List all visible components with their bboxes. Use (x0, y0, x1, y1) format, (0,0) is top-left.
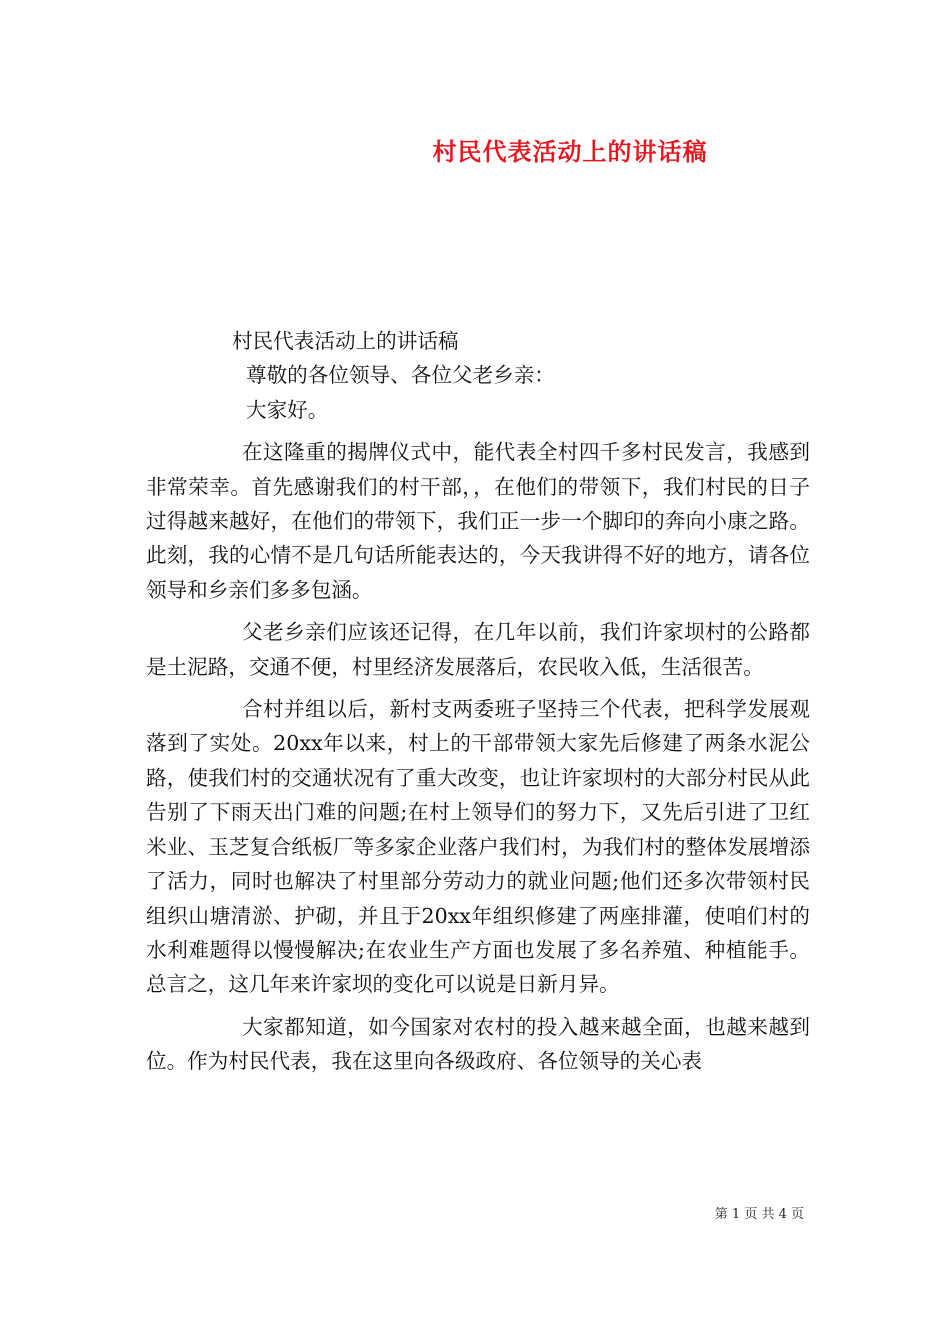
page-number-footer: 第 1 页 共 4 页 (714, 1207, 804, 1222)
document-title (0, 132, 950, 167)
greeting: 大家好。 (246, 397, 329, 422)
salutation: 尊敬的各位领导、各位父老乡亲： (246, 363, 555, 388)
paragraph: 合村并组以后，新村支两委班子坚持三个代表，把科学发展观落到了实处。20xx年以来，村上的干部带领大家先后修建了两条水泥公路，使我们村的交通状况有了重大改变，也让许家坝村的大部分村民从此告别了下雨天出门难的问题;在村上领导们的努力下，又先后引进了卫红米业、玉芝复合纸板厂等多家企业落户我们村，为我们村的整体发展增添了活力，同时也解决了村里部分劳动力的就业问题;他们还多次带领村民组织山塘清淤、护砌，并且于20xx年组织修建了两座排灌，使咱们村的水利难题得以慢慢解决;在农业生产方面也发展了多名养殖、种植能手。总言之，这几年来许家坝的变化可以说是日新月异。 (146, 697, 810, 997)
paragraph: 父老乡亲们应该还记得，在几年以前，我们许家坝村的公路都是土泥路，交通不便，村里经济发展落后，农民收入低，生活很苦。 (146, 620, 810, 679)
document-title-text: 村民代表活动上的讲话稿 (432, 137, 708, 166)
document-body (146, 324, 810, 1079)
document-subtitle: 村民代表活动上的讲话稿 (232, 329, 459, 353)
paragraph: 在这隆重的揭牌仪式中，能代表全村四千多村民发言，我感到非常荣幸。首先感谢我们的村干部，，在他们的带领下，我们村民的日子过得越来越好，在他们的带领下，我们正一步一个脚印的奔向小康之路。此刻，我的心情不是几句话所能表达的，今天我讲得不好的地方，请各位领导和乡亲们多多包涵。 (146, 440, 810, 602)
paragraph: 大家都知道，如今国家对农村的投入越来越全面，也越来越到位。作为村民代表，我在这里向各级政府、各位领导的关心表 (146, 1014, 810, 1074)
